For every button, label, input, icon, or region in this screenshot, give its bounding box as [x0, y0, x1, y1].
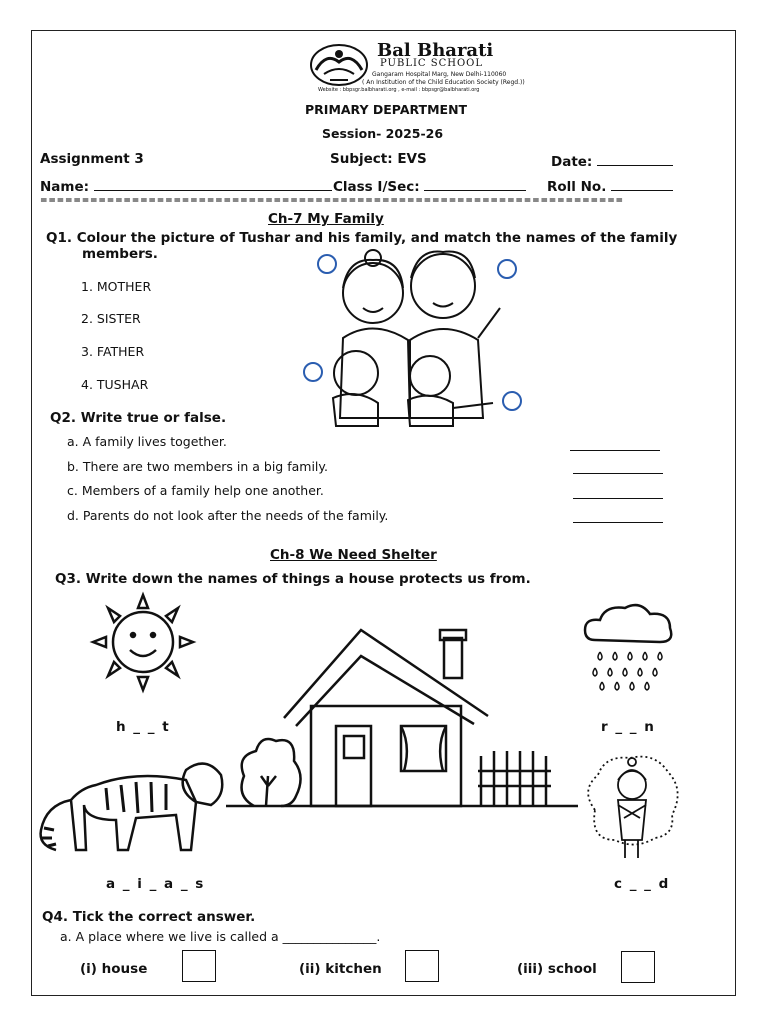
date-field[interactable] — [551, 151, 673, 170]
statement-b: b. There are two members in a big family. — [67, 459, 328, 474]
match-circle-mother[interactable] — [317, 254, 337, 274]
cold-person-icon — [580, 750, 685, 862]
answer-line-c[interactable] — [573, 484, 663, 499]
match-circle-sister[interactable] — [303, 362, 323, 382]
q4a-text: a. A place where we live is called a _______________. — [60, 929, 381, 944]
roll-field[interactable] — [547, 176, 673, 195]
name-field[interactable] — [40, 176, 332, 195]
session-label: Session- 2025-26 — [322, 126, 444, 141]
answer-line-a[interactable] — [570, 436, 660, 451]
tiger-icon — [36, 750, 226, 860]
q3-text: Q3. Write down the names of things a house protects us from. — [55, 571, 531, 587]
member-item-father: 3. FATHER — [81, 344, 145, 359]
q2-text: Q2. Write true or false. — [50, 410, 227, 426]
tick-box-school[interactable] — [621, 951, 655, 983]
chapter-8-title: Ch-8 We Need Shelter — [270, 547, 437, 563]
member-item-sister: 2. SISTER — [81, 311, 141, 326]
answer-line-b[interactable] — [573, 459, 663, 474]
statement-a: a. A family lives together. — [67, 434, 227, 449]
match-circle-father[interactable] — [497, 259, 517, 279]
school-subtitle: PUBLIC SCHOOL — [380, 58, 484, 69]
name-label: Name: — [40, 179, 90, 195]
school-institution: ( An Institution of the Child Education Society (Regd.)) — [362, 79, 525, 86]
q4-text: Q4. Tick the correct answer. — [42, 909, 256, 925]
tick-box-kitchen[interactable] — [405, 950, 439, 982]
option-house-label: (i) house — [80, 961, 148, 977]
member-item-mother: 1. MOTHER — [81, 279, 152, 294]
department-title: PRIMARY DEPARTMENT — [305, 102, 468, 117]
subject-label: Subject: EVS — [330, 151, 427, 167]
separator-line: ====================================================================== — [40, 196, 624, 206]
statement-c: c. Members of a family help one another. — [67, 483, 324, 498]
statement-d: d. Parents do not look after the needs of the family. — [67, 508, 389, 523]
family-illustration — [318, 248, 518, 428]
rain-cloud-icon — [580, 600, 680, 695]
tick-box-house[interactable] — [182, 950, 216, 982]
roll-label: Roll No. — [547, 179, 607, 195]
class-field[interactable] — [333, 176, 526, 195]
date-label: Date: — [551, 154, 593, 170]
q1-text-continued: members. — [82, 246, 158, 262]
hint-cold: c _ _ d — [614, 876, 669, 892]
hint-animals: a _ i _ a _ s — [106, 876, 204, 892]
hint-rain: r _ _ n — [601, 719, 654, 735]
school-name: Bal Bharati — [377, 40, 494, 61]
school-address: Gangaram Hospital Marg, New Delhi-110060 — [372, 71, 507, 78]
option-kitchen-label: (ii) kitchen — [299, 961, 382, 977]
class-label: Class I/Sec: — [333, 179, 420, 195]
match-circle-tushar[interactable] — [502, 391, 522, 411]
school-contact: Website : bbpsgr.balbharati.org , e-mail : bbpsgr@balbharati.org — [318, 87, 480, 93]
option-school-label: (iii) school — [517, 961, 597, 977]
sun-icon — [88, 590, 198, 695]
chapter-7-title: Ch-7 My Family — [268, 211, 384, 227]
house-illustration — [226, 626, 578, 808]
hint-heat: h _ _ t — [116, 719, 169, 735]
assignment-label: Assignment 3 — [40, 151, 144, 167]
q1-text: Q1. Colour the picture of Tushar and his family, and match the names of the family — [46, 230, 678, 246]
answer-line-d[interactable] — [573, 508, 663, 523]
member-item-tushar: 4. TUSHAR — [81, 377, 149, 392]
